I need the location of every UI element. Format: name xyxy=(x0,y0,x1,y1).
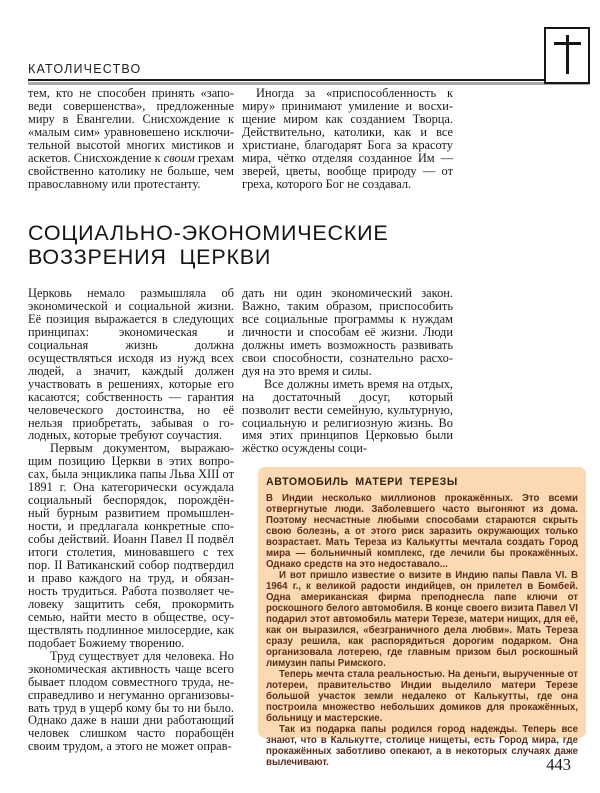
sidebar-story-title: АВТОМОБИЛЬ МАТЕРИ ТЕРЕЗЫ xyxy=(266,476,458,488)
article-left-column xyxy=(28,287,234,753)
section-title-line1: СОЦИАЛЬНО-ЭКОНОМИЧЕСКИЕ xyxy=(28,221,389,245)
paragraph: Труд существует для человека. Но экономическая активность чаще всего бывает плодом совместного труда, несправедливо и негуманно организовывать труд в ущерб кому бы то ни было. Однако даже в наши дни работающий человек слишком часто порабощён своим трудом, а этого не может оправ- xyxy=(28,648,234,754)
paragraph: В Индии несколько миллионов прокажённых. Это всеми отвергнутые люди. Заболевшего часто выгоняют из дома. Поэтому несчастные любыми способами стараются скрыть свою болезнь, а от этого риск заразить окружающих только возрастает. Мать Тереза из Калькутты мечтала создать Город мира — больничный комплекс, где лечили бы прокажённых. Однако средств на это недоставало... xyxy=(266,493,578,570)
paragraph: Так из подарка папы родился город надежды. Теперь все знают, что в Калькутте, столице нищеты, есть Город мира, где прокажённых заботливо опекают, а в некоторых случаях даже вылечивают. xyxy=(266,724,578,768)
paragraph: Все должны иметь время на отдых, на достаточный досуг, который позволит вести семейную, культурную, социальную и религиозную жизнь. Во имя этих принципов Церковью были жёстко осуждены соци- xyxy=(242,376,453,456)
page-number: 443 xyxy=(546,755,571,774)
chapter-emblem-box xyxy=(544,27,590,84)
paragraph: И вот пришло известие о визите в Индию папы Павла VI. В 1964 г., к великой радости индийцев, он прилетел в Бомбей. Одна американская фирма преподнесла папе ключи от роскошного белого автомобиля. В конце своего визита Павел VI подарил этот автомобиль матери Терезе, матери нищих, для её, как он выразился, «безграничного дела любви». Мать Тереза сразу решила, как распорядиться дорогим подарком. Она организовала лотерею, где главным призом был роскошный лимузин папы Римского. xyxy=(266,570,578,669)
article-right-column xyxy=(242,287,453,455)
paragraph-text: тем, кто не способен принять «заповеди совершенства», предложенные миру в Евангелии. Снисхождение к «малым сим» уравновешено исключительной высотой многих мистиков и аскетов. Снисхождение к xyxy=(28,86,234,165)
section-title xyxy=(28,221,389,269)
intro-right-column xyxy=(242,87,453,191)
header-rule-dark-line xyxy=(28,79,590,81)
paragraph: дать ни один экономический закон. Важно, таким образом, приспособить все социальные программы к нуждам личности и способам её жизни. Люди должны иметь возможность развивать свои способности, сознательно расходуя на это время и силы. xyxy=(242,286,453,378)
paragraph: Первым документом, выражающим позицию Церкви в этих вопросах, была энциклика папы Льва XIII от 1891 г. Она категорически осуждала социальный беспорядок, порождённый бурным развитием промышленности, и предлагала конкретные способы действий. Иоанн Павел II подвёл итоги столетия, миновавшего с тех пор. II Ватиканский собор подтвердил и право каждого на труд, и обязанность трудиться. Работа позволяет человеку защитить себя, прокормить семью, найти место в обществе, осуществлять подлинное милосердие, как подобает Божиему творению. xyxy=(28,441,234,650)
header-rule-gray-line xyxy=(28,82,590,85)
section-title-line2: ВОЗЗРЕНИЯ ЦЕРКВИ xyxy=(28,245,272,269)
paragraph: Иногда за «приспособленность к миру» принимают умиление и восхищение миром как созданием Творца. Действительно, католики, как и все христиане, благодарят Бога за красоту мира, чётко отделяя созданное Им — зверей, цветы, вообще природу — от греха, которого Бог не создавал. xyxy=(242,86,453,191)
intro-left-column xyxy=(28,87,234,191)
emphasized-word: своим xyxy=(163,150,195,165)
header-rule xyxy=(28,79,590,85)
paragraph: Теперь мечта стала реальностью. На деньги, вырученные от лотереи, правительство Индии выделило матери Терезе большой участок земли недалеко от Калькутты, где она построила множество небольших домиков для прокажённых, больницу и мастерские. xyxy=(266,669,578,724)
running-head: КАТОЛИЧЕСТВО xyxy=(28,62,142,76)
paragraph: Церковь немало размышляла об экономической и социальной жизни. Её позиция выражается в следующих принципах: экономическая и социальная жизнь должна осуществляться исходя из нужд всех людей, а значит, каждый должен участвовать в решениях, которые его касаются; собственность — гарантия человеческого достоинства, но её нельзя приобретать, забывая о голодных, которые требуют соучастия. xyxy=(28,286,234,443)
paragraph-text: грехам свойственно католику не больше, чем православному или протестанту. xyxy=(28,150,234,191)
paragraph xyxy=(28,87,234,191)
